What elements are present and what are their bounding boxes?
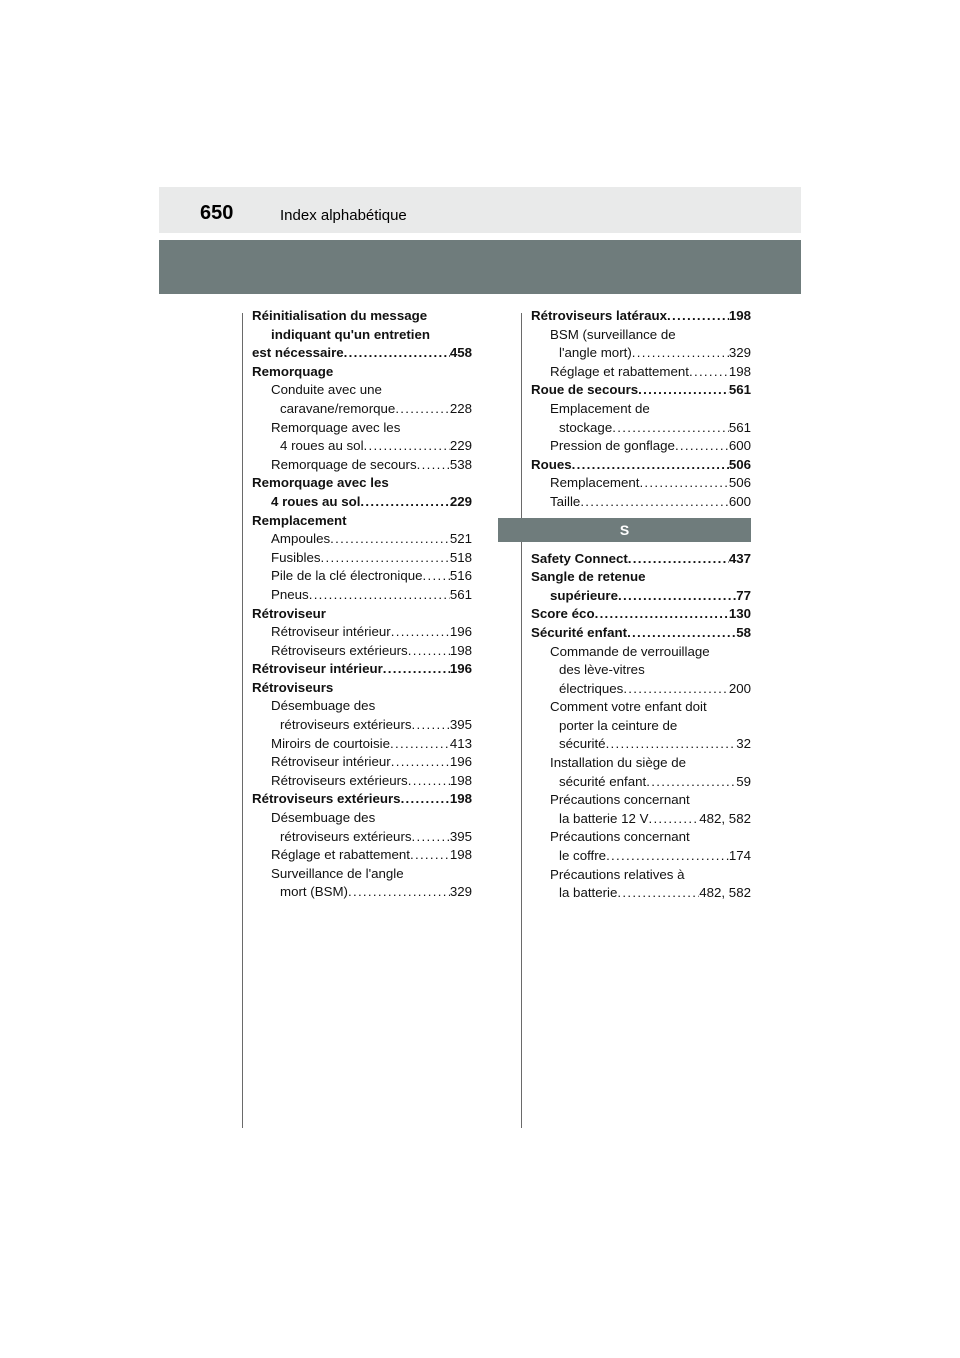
dot-leader [572,456,729,475]
dot-leader [383,660,450,679]
entry-text: rétroviseurs extérieurs [280,717,412,733]
dot-leader [408,772,450,791]
page-reference: 196 [449,661,472,677]
index-entry [252,846,472,865]
dot-leader [321,549,450,568]
dot-leader [408,642,450,661]
entry-text: le coffre [559,848,607,864]
entry-text: Rétroviseur [252,605,326,621]
index-entry [531,810,751,829]
dot-leader [412,828,450,847]
index-entry [531,568,751,587]
entry-text: Roues [531,456,572,472]
index-entry [531,605,751,624]
entry-text: la batterie 12 V [559,810,649,826]
entry-text: la batterie [559,885,618,901]
entry-text: Pression de gonflage [550,438,675,454]
entry-text: Remplacement [252,512,347,528]
section-title: Index alphabétique [280,207,407,224]
index-entry [531,698,751,717]
entry-text: électriques [559,680,624,696]
entry-text: Ampoules [271,531,331,547]
page-reference: 198 [728,308,751,323]
index-entry [252,735,472,754]
entry-text: indiquant qu'un entretien [271,326,431,342]
column-divider-right [521,313,522,1128]
page-reference: 329 [728,345,751,361]
dot-leader [606,847,729,866]
index-entry [531,773,751,792]
entry-text: l'angle mort) [559,345,632,361]
dot-leader [638,381,729,400]
page-reference: 130 [728,606,751,622]
entry-text: Miroirs de courtoisie [271,735,390,751]
index-entry [531,326,751,345]
dot-leader [689,363,729,382]
index-entry [252,381,472,400]
page-reference: 395 [449,828,472,844]
entry-text: Réglage et rabattement [271,847,410,863]
dot-leader [648,810,699,829]
page-reference: 395 [449,717,472,733]
index-entry [531,400,751,419]
page-reference: 437 [728,550,751,566]
page-reference: 228 [449,400,472,416]
entry-text: supérieure [550,587,618,603]
index-column-left [252,307,472,902]
entry-text: Réinitialisation du message [252,308,428,323]
entry-text: 4 roues au sol [271,493,361,509]
page-reference: 482, 582 [699,810,751,826]
page-reference: 413 [449,735,472,751]
entry-text: Emplacement de [550,400,650,416]
entry-text: Commande de verrouillage [550,643,710,659]
dot-leader [675,437,729,456]
index-entry [531,307,751,326]
entry-text: porter la ceinture de [559,717,678,733]
page-reference: 198 [449,847,472,863]
dot-leader [606,735,737,754]
page-reference: 600 [728,438,751,454]
index-entry [252,642,472,661]
column-divider-left [242,313,243,1128]
page-reference: 32 [736,736,751,752]
entry-text: des lève-vitres [559,662,645,678]
page-reference: 229 [449,438,472,454]
page-reference: 506 [728,456,751,472]
index-entry [252,772,472,791]
entry-text: Safety Connect [531,550,628,566]
dot-leader [667,307,729,326]
letter-header-s: S [498,518,751,542]
entry-text: Rétroviseurs extérieurs [252,791,401,807]
index-entry [531,735,751,754]
index-entry [252,344,472,363]
dot-leader [617,884,699,903]
page-header [159,187,801,233]
dot-leader [412,716,450,735]
dot-leader [612,419,729,438]
index-entry [531,344,751,363]
index-entry [252,809,472,828]
index-entry [531,754,751,773]
entry-text: Rétroviseur intérieur [252,661,383,677]
index-entry [531,550,751,569]
page-reference: 521 [449,531,472,547]
index-entry [531,437,751,456]
page-reference: 196 [449,624,472,640]
page-reference: 518 [449,549,472,565]
index-entry [531,661,751,680]
page-reference: 58 [736,624,751,640]
index-entry [531,587,751,606]
index-entry [252,660,472,679]
index-entry [252,456,472,475]
dot-leader [632,344,729,363]
index-entry [252,828,472,847]
entry-text: Réglage et rabattement [550,363,689,379]
entry-text: Précautions relatives à [550,866,685,882]
index-entry [252,586,472,605]
index-entry [252,549,472,568]
entry-text: Remorquage [252,363,334,379]
entry-text: Rétroviseur intérieur [271,624,391,640]
index-entry [252,623,472,642]
index-entry [531,363,751,382]
index-entry [252,567,472,586]
page-reference: 198 [449,791,472,807]
entry-text: BSM (surveillance de [550,326,676,342]
dot-leader [330,530,450,549]
index-entry [531,381,751,400]
dot-leader [395,400,450,419]
dot-leader [344,344,450,363]
dot-leader [623,680,729,699]
entry-text: mort (BSM) [280,884,348,900]
page-reference: 329 [449,884,472,900]
index-entry [531,884,751,903]
page-number: 650 [200,202,234,224]
index-entry [531,493,751,512]
dot-leader [646,773,736,792]
index-entry [531,643,751,662]
entry-text: sécurité [559,736,606,752]
entry-text: Roue de secours [531,382,639,398]
index-entry [531,828,751,847]
dot-leader [639,474,728,493]
entry-text: Conduite avec une [271,382,382,398]
entry-text: Désembuage des [271,810,376,826]
dot-leader [628,550,729,569]
entry-text: Précautions concernant [550,829,690,845]
dot-leader [627,624,736,643]
dot-leader [417,456,450,475]
entry-text: sécurité enfant [559,773,647,789]
index-entry [252,326,472,345]
dot-leader [364,437,450,456]
index-entry [531,847,751,866]
entry-text: 4 roues au sol [280,438,364,454]
index-column-right [531,307,751,903]
dot-leader [309,586,450,605]
entry-text: Désembuage des [271,698,376,714]
index-entry [252,493,472,512]
index-entry [252,419,472,438]
index-entry [252,400,472,419]
page-reference: 506 [728,475,751,491]
page-reference: 516 [449,568,472,584]
entry-text: stockage [559,419,613,435]
entry-text: Rétroviseur intérieur [271,754,391,770]
index-entry [531,474,751,493]
entry-text: Rétroviseurs extérieurs [271,642,408,658]
entry-text: Surveillance de l'angle [271,865,404,881]
index-entry [531,791,751,810]
page-reference: 482, 582 [699,885,751,901]
page-reference: 196 [449,754,472,770]
dot-leader [390,735,450,754]
entry-text: Remorquage avec les [271,419,401,435]
entry-text: Précautions concernant [550,792,690,808]
header-band [159,240,801,294]
entry-text: Pile de la clé électronique [271,568,423,584]
dot-leader [401,790,450,809]
index-entry [252,716,472,735]
index-entry [252,883,472,902]
index-entry [252,512,472,531]
index-entry [252,307,472,326]
entry-text: Installation du siège de [550,755,687,771]
page-reference: 561 [728,419,751,435]
entry-text: Remplacement [550,475,640,491]
dot-leader [360,493,449,512]
page-reference: 561 [449,586,472,602]
dot-leader [391,623,450,642]
page-reference: 229 [449,493,472,509]
entry-text: Sangle de retenue [531,569,646,585]
index-entry [252,753,472,772]
entry-text: Pneus [271,586,309,602]
entry-text: Remorquage avec les [252,475,389,491]
entry-text: Fusibles [271,549,321,565]
page-reference: 200 [728,680,751,696]
page-reference: 600 [728,493,751,509]
index-entry [252,605,472,624]
index-entry [531,419,751,438]
dot-leader [595,605,729,624]
index-entry [252,530,472,549]
entry-text: rétroviseurs extérieurs [280,828,412,844]
page-reference: 174 [728,848,751,864]
index-entry [531,624,751,643]
page-reference: 561 [728,382,751,398]
entry-text: Rétroviseurs latéraux [531,308,667,323]
dot-leader [618,587,736,606]
entry-text: Taille [550,493,581,509]
index-entry [252,474,472,493]
index-entry [252,437,472,456]
entry-text: Rétroviseurs extérieurs [271,772,408,788]
index-entry [531,866,751,885]
dot-leader [410,846,450,865]
index-entry [531,680,751,699]
page-reference: 198 [449,642,472,658]
index-entry [252,865,472,884]
dot-leader [580,493,729,512]
entry-text: est nécessaire [252,345,344,361]
index-group-r [531,307,751,512]
entry-text: Comment votre enfant doit [550,699,707,715]
index-entry [252,790,472,809]
page-reference: 198 [728,363,751,379]
dot-leader [423,567,450,586]
index-group-s [531,550,751,903]
entry-text: Remorquage de secours [271,456,417,472]
page-reference: 59 [736,773,751,789]
page-reference: 538 [449,456,472,472]
index-entry [531,456,751,475]
index-entry [252,697,472,716]
page-reference: 198 [449,772,472,788]
entry-text: Sécurité enfant [531,624,628,640]
index-entry [531,717,751,736]
dot-leader [348,883,450,902]
page-reference: 77 [736,587,751,603]
dot-leader [391,753,450,772]
entry-text: Score éco [531,606,595,622]
entry-text: Rétroviseurs [252,679,334,695]
entry-text: caravane/remorque [280,400,396,416]
index-entry [252,363,472,382]
index-entry [252,679,472,698]
page-reference: 458 [449,345,472,361]
